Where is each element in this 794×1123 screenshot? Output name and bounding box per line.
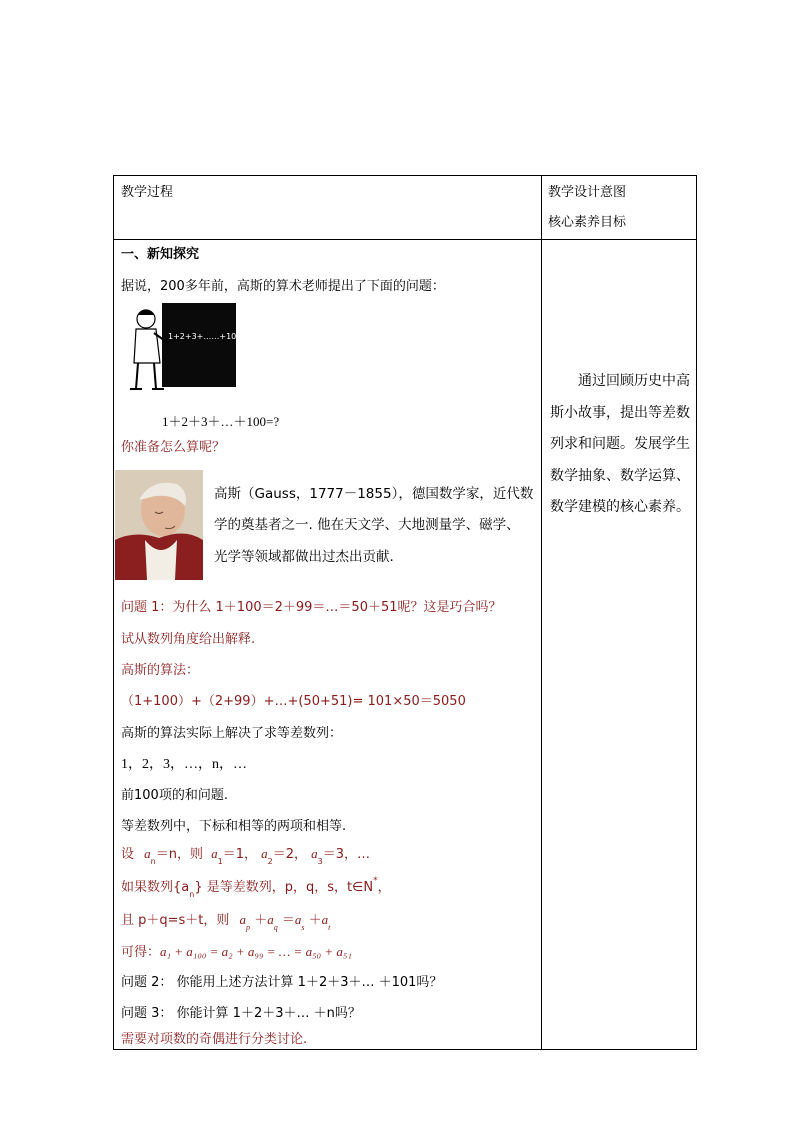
equal-index-property: 等差数列中，下标和相等的两项和相等. [121,819,347,834]
intent-line-3: 列求和问题。发展学生 [550,436,690,452]
method-solves-text: 高斯的算法实际上解决了求等差数列： [121,726,343,741]
two-subscript: 2 [267,857,273,866]
index-sum-statement: 且 p＋q=s＋t，则 $a_p +a_q =a_s +a_t$ [121,912,331,932]
gauss-bio-line-3: 光学等领域都做出过杰出贡献. [214,549,394,565]
parity-note: 需要对项数的奇偶进行分类讨论. [121,1032,308,1047]
gauss-bio-line-1: 高斯（Gauss，1777－1855），德国数学家，近代数 [214,486,534,502]
let-statement [121,846,370,864]
header-design-intent: 教学设计意图 [548,185,627,200]
n-subscript: n [150,857,156,866]
sum-problem: 1＋2＋3＋…＋100=? [162,414,280,429]
if-n-subscript: n [189,890,195,899]
question-2: 问题 2： 你能用上述方法计算 1＋2＋3＋… ＋101吗？ [121,975,443,990]
star-superscript: * [373,876,378,886]
intent-line-2: 斯小故事，提出等差数 [550,404,690,421]
gauss-method-formula: （1+100）+（2+99）+…+(50+51)= 101×50＝5050 [121,694,466,709]
t-subscript: t [328,923,331,932]
gauss-teacher-blackboard-image [124,303,253,391]
eq-n: ＝n，则 [155,847,203,862]
if-end: ， [377,880,391,895]
a-symbol: a [144,846,151,861]
lesson-table [113,175,697,1050]
header-teaching-process: 教学过程 [121,185,174,200]
section-title: 一、新知探究 [121,247,200,262]
a1-symbol: a [211,846,218,861]
a2-symbol: a [261,846,268,861]
first-100-terms-text: 前100项的和问题. [121,788,228,803]
if-arithmetic-statement [121,876,391,899]
svg-text:1+2+3+……+100=?: 1+2+3+……+100=? [168,332,253,341]
question-1: 问题 1：为什么 1＋100＝2＋99＝…＝50＋51呢？这是巧合吗？ [121,600,502,615]
and-prefix: 且 p＋q=s＋t，则 [121,913,230,928]
sequence-text: 1，2，3，…，n，… [121,757,247,772]
intro-text: 据说，200多年前，高斯的算术老师提出了下面的问题： [121,279,445,294]
a3-symbol: a [311,846,318,861]
result-expression: a₁ + a₁₀₀ = a₂ + a₉₉ = … = a₅₀ + a₅₁ [160,944,352,959]
three-subscript: 3 [317,857,323,866]
intent-line-1: 通过回顾历史中高 [550,373,690,389]
q-subscript: q [273,923,278,932]
design-intent-paragraph [550,366,698,524]
gauss-portrait-image [115,470,203,580]
intent-line-5: 数学建模的核心素养。 [550,499,690,515]
gauss-method-label: 高斯的算法： [121,663,200,678]
result-statement [121,944,352,961]
let-prefix: 设 [121,847,135,862]
eq-1: ＝1， [222,847,257,862]
s-subscript: s [301,923,305,932]
one-subscript: 1 [217,857,223,866]
how-to-compute-question: 你准备怎么算呢？ [121,440,226,455]
if-suffix: } 是等差数列，p，q，s，t∈N [194,880,374,895]
header-divider [114,239,696,240]
if-prefix: 如果数列{a [121,880,190,895]
p-subscript: p [246,923,251,932]
gauss-bio-line-2: 学的奠基者之一. 他在天文学、大地测量学、磁学、 [214,517,520,533]
eq-3: ＝3，… [322,847,371,862]
question-3: 问题 3： 你能计算 1＋2＋3＋… ＋n吗？ [121,1006,361,1021]
question-1-hint: 试从数列角度给出解释. [121,632,256,647]
intent-line-4: 数学抽象、数学运算、 [550,467,690,484]
eq-2: ＝2， [272,847,308,862]
column-divider [541,176,542,1049]
header-core-goal: 核心素养目标 [548,215,627,230]
result-label: 可得： [121,945,161,960]
